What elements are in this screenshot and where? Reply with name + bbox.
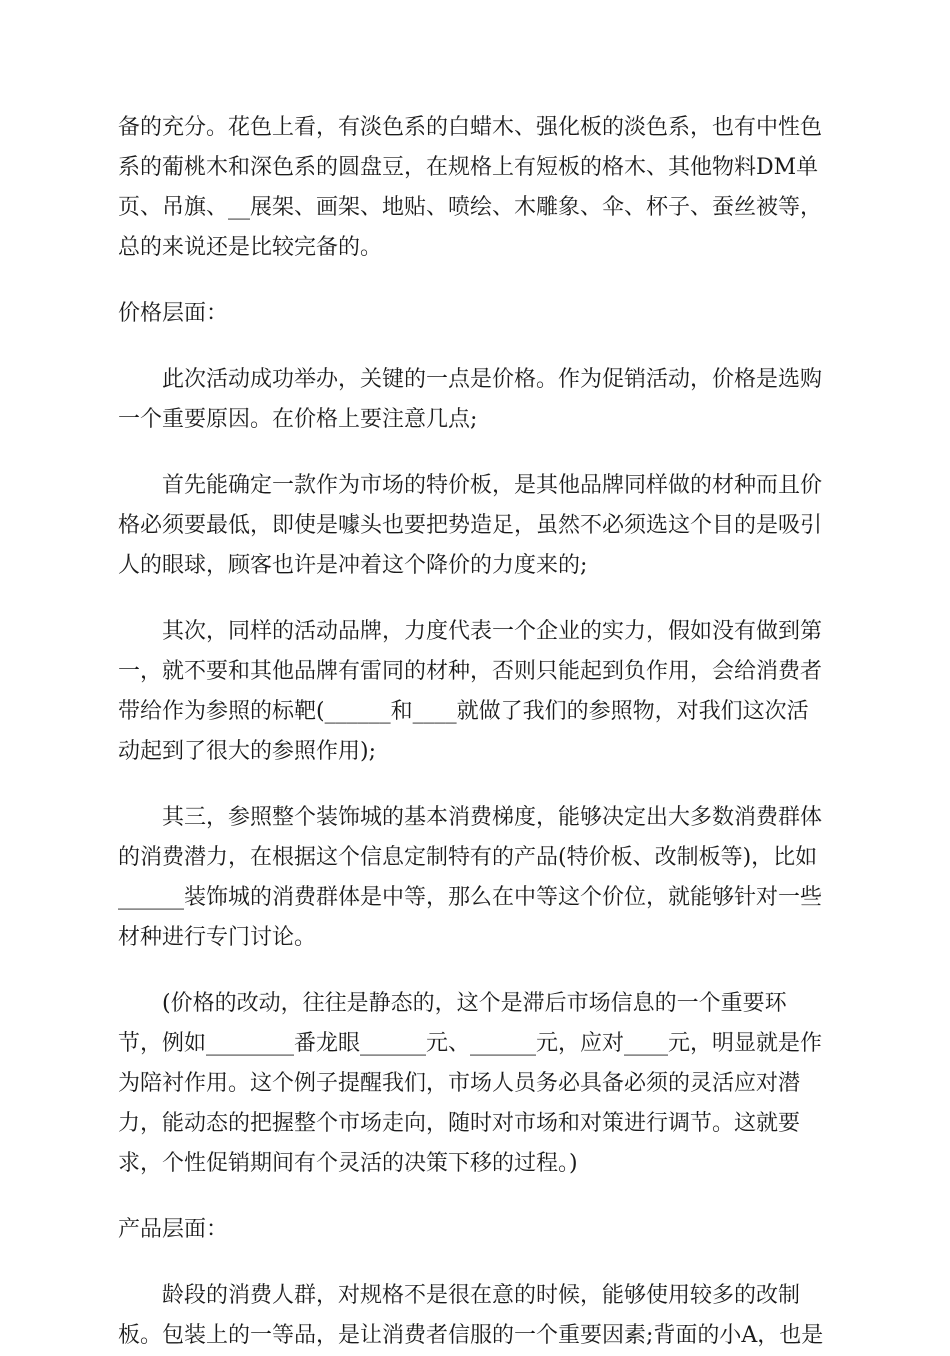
text-line: 此次活动成功举办，关键的一点是价格。作为促销活动，价格是选购 xyxy=(162,367,823,392)
paragraph-price-point-1 xyxy=(118,466,838,586)
text-line: 其三，参照整个装饰城的基本消费梯度，能够决定出大多数消费群体 xyxy=(162,805,823,830)
text-line: 节，例如________番龙眼______元、______元，应对____元，明显就是作 xyxy=(118,1031,823,1056)
text-line: 一，就不要和其他品牌有雷同的材种，否则只能起到负作用，会给消费者 xyxy=(118,659,823,684)
text-line: 总的来说还是比较完备的。 xyxy=(118,235,383,260)
document-body xyxy=(118,108,838,1356)
text-line: 首先能确定一款作为市场的特价板，是其他品牌同样做的材种而且价 xyxy=(162,473,823,498)
text-line: 材种进行专门讨论。 xyxy=(118,925,317,950)
heading-text: 产品层面： xyxy=(118,1217,229,1242)
text-line: 一个重要原因。在价格上要注意几点; xyxy=(118,407,478,432)
paragraph-spacer xyxy=(118,268,838,294)
paragraph-spacer xyxy=(118,440,838,466)
text-line: 板。包装上的一等品，是让消费者信服的一个重要因素;背面的小A，也是 xyxy=(118,1323,824,1348)
text-line: (价格的改动，往往是静态的，这个是滞后市场信息的一个重要环 xyxy=(162,991,787,1016)
paragraph-price-intro xyxy=(118,360,838,440)
text-line: 页、吊旗、__展架、画架、地贴、喷绘、木雕象、伞、杯子、蚕丝被等， xyxy=(118,195,823,220)
section-heading-price xyxy=(118,294,838,334)
heading-text: 价格层面： xyxy=(118,301,229,326)
paragraph-product-intro xyxy=(118,1276,838,1356)
paragraph-spacer xyxy=(118,1184,838,1210)
paragraph-price-note xyxy=(118,984,838,1184)
paragraph-price-point-3 xyxy=(118,798,838,958)
text-line: ______装饰城的消费群体是中等，那么在中等这个价位，就能够针对一些 xyxy=(118,885,823,910)
text-line: 其次，同样的活动品牌，力度代表一个企业的实力，假如没有做到第 xyxy=(162,619,823,644)
text-line: 龄段的消费人群，对规格不是很在意的时候，能够使用较多的改制 xyxy=(162,1283,801,1308)
section-heading-product xyxy=(118,1210,838,1250)
text-line: 备的充分。花色上看，有淡色系的白蜡木、强化板的淡色系，也有中性色 xyxy=(118,115,823,140)
text-line: 系的葡桃木和深色系的圆盘豆，在规格上有短板的格木、其他物料DM单 xyxy=(118,155,819,180)
text-line: 人的眼球，顾客也许是冲着这个降价的力度来的; xyxy=(118,553,588,578)
paragraph-spacer xyxy=(118,586,838,612)
paragraph-spacer xyxy=(118,334,838,360)
text-line: 格必须要最低，即使是噱头也要把势造足，虽然不必须选这个目的是吸引 xyxy=(118,513,823,538)
text-line: 求，个性促销期间有个灵活的决策下移的过程。) xyxy=(118,1151,578,1176)
text-line: 为陪衬作用。这个例子提醒我们，市场人员务必具备必须的灵活应对潜 xyxy=(118,1071,801,1096)
paragraph-spacer xyxy=(118,958,838,984)
text-line: 的消费潜力，在根据这个信息定制特有的产品(特价板、改制板等)，比如 xyxy=(118,845,818,870)
paragraph-price-point-2 xyxy=(118,612,838,772)
text-line: 力，能动态的把握整个市场走向，随时对市场和对策进行调节。这就要 xyxy=(118,1111,801,1136)
paragraph-intro-continuation xyxy=(118,108,838,268)
text-line: 动起到了很大的参照作用); xyxy=(118,739,376,764)
text-line: 带给作为参照的标靶(______和____就做了我们的参照物，对我们这次活 xyxy=(118,699,809,724)
paragraph-spacer xyxy=(118,772,838,798)
paragraph-spacer xyxy=(118,1250,838,1276)
